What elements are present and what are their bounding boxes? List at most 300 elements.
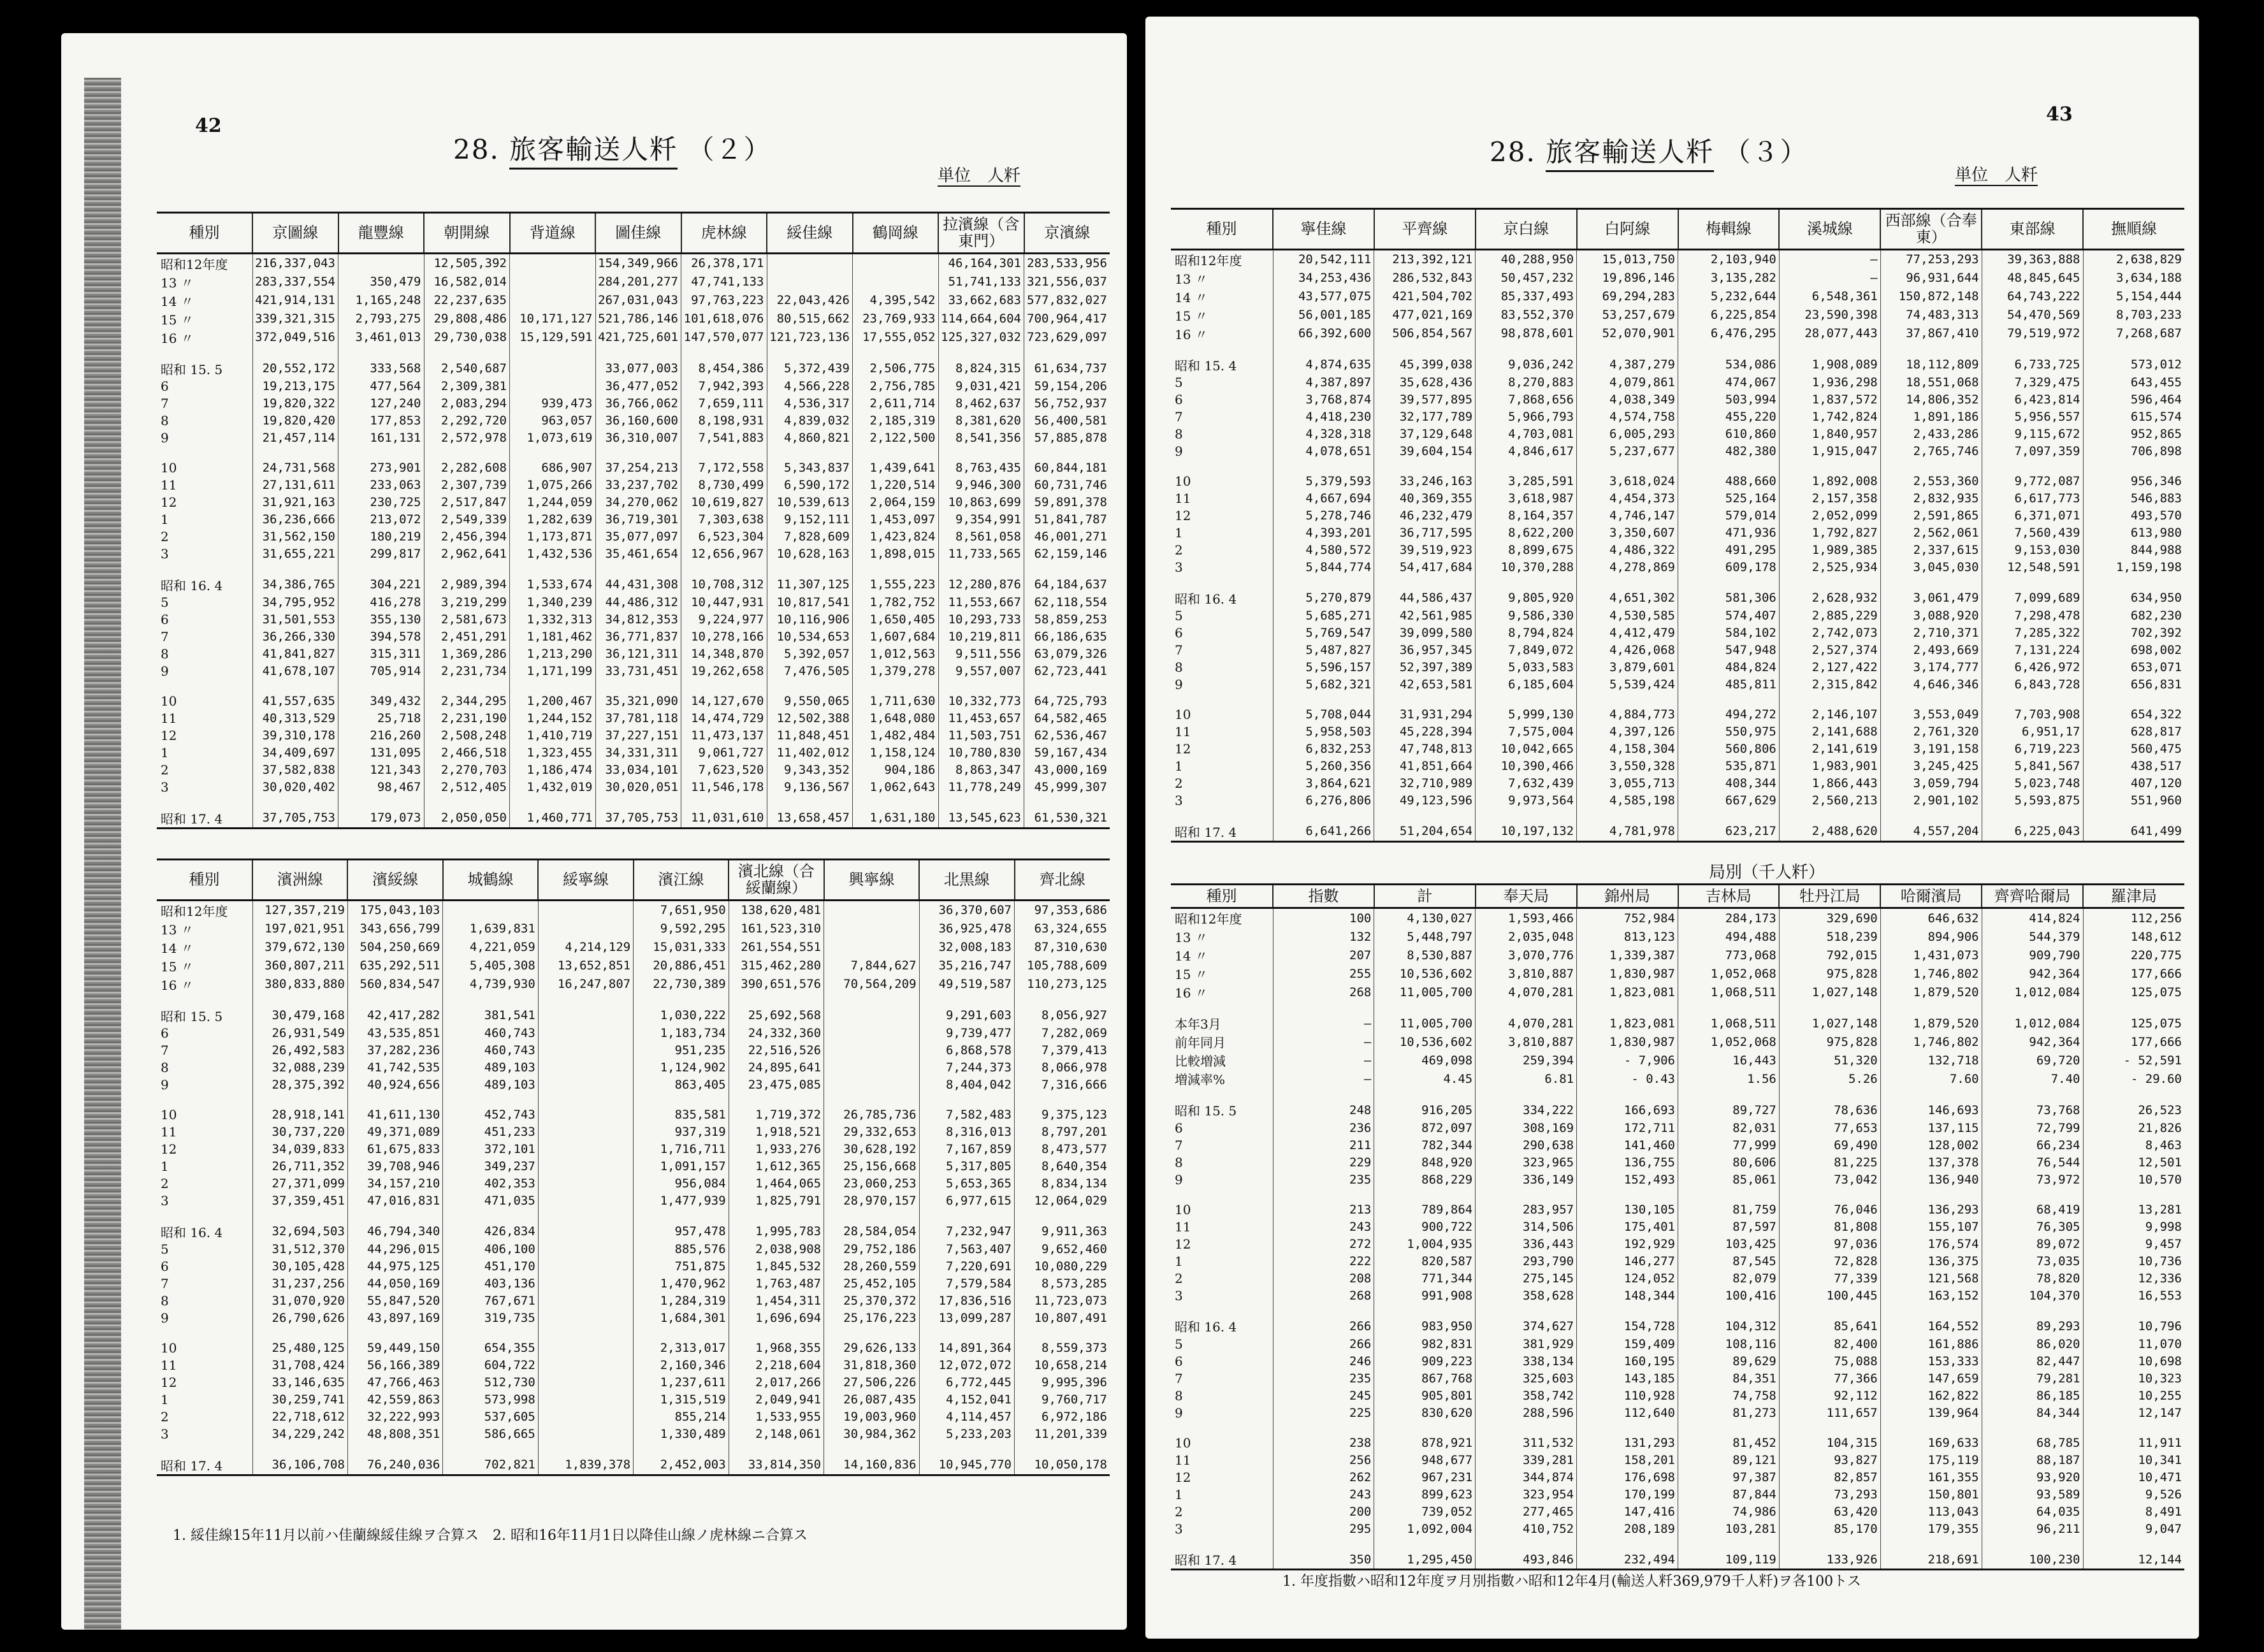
table-cell (938, 447, 1024, 460)
table-cell (919, 1327, 1014, 1340)
table-cell: 110,273,125 (1015, 975, 1110, 994)
table-cell: 150,872,148 (1880, 287, 1982, 306)
table-cell: 493,570 (2083, 507, 2184, 525)
table-row (157, 378, 1110, 395)
table-cell: 256 (1273, 1451, 1374, 1468)
table-cell (1374, 809, 1476, 822)
table-cell: 26,931,549 (252, 1025, 347, 1042)
table-cell: 11,201,339 (1015, 1426, 1110, 1443)
table-cell: 5,232,644 (1678, 287, 1780, 306)
table-cell: 26,790,626 (252, 1310, 347, 1327)
table-cell: 64,725,793 (1024, 693, 1110, 710)
table-cell (1374, 1001, 1476, 1014)
table-cell: 2,307,739 (424, 477, 510, 494)
table-cell: 13,652,851 (538, 957, 633, 975)
column-header: 背道線 (510, 213, 596, 254)
column-header: 錦州局 (1577, 885, 1678, 908)
table-cell: 84,344 (1982, 1404, 2083, 1421)
table-cell: 146,277 (1577, 1252, 1678, 1270)
table-row (1171, 460, 2184, 473)
table-cell: 2,452,003 (634, 1456, 729, 1475)
title-text: 旅客輸送人粁 (509, 134, 678, 170)
table-cell: 350,479 (338, 273, 424, 291)
table-cell: 723,629,097 (1024, 328, 1110, 347)
table-cell: 137,115 (1880, 1119, 1982, 1136)
table-cell (634, 1443, 729, 1456)
table-cell: 855,214 (634, 1409, 729, 1426)
table-cell: 11,503,751 (938, 727, 1024, 744)
table-cell: 904,186 (853, 762, 939, 779)
table-header-row (1171, 885, 2184, 908)
table-cell: 1,823,081 (1577, 983, 1678, 1001)
column-header: 齊齊哈爾局 (1982, 885, 2083, 908)
table-row (1171, 391, 2184, 409)
table-cell: 2,313,017 (634, 1340, 729, 1357)
row-label: 10 (161, 1107, 177, 1123)
table-cell: 11,848,451 (767, 727, 853, 744)
table-cell: 12,144 (2083, 1550, 2184, 1570)
table-cell: 379,672,130 (252, 938, 347, 957)
table-cell (1982, 460, 2083, 473)
table-cell: 1,220,514 (853, 477, 939, 494)
table-cell: 8,622,200 (1476, 525, 1577, 542)
table-cell: 47,748,813 (1374, 741, 1476, 758)
table-cell: 3,810,887 (1476, 964, 1577, 983)
row-label: 8 (1175, 660, 1183, 676)
table-cell (1982, 1304, 2083, 1317)
table-cell: 84,351 (1678, 1370, 1780, 1387)
table-cell: 243 (1273, 1218, 1374, 1235)
table-cell: 59,449,150 (347, 1340, 442, 1357)
table-cell (1779, 343, 1880, 356)
table-cell: 48,845,645 (1982, 269, 2083, 287)
table-cell: 1,898,015 (853, 546, 939, 563)
table-cell: 49,371,089 (347, 1124, 442, 1141)
table-cell: 2,451,291 (424, 628, 510, 646)
table-row (157, 663, 1110, 680)
table-cell: 1,052,068 (1678, 964, 1780, 983)
table-cell: 161,886 (1880, 1335, 1982, 1352)
row-label: 12 (161, 1141, 177, 1157)
table-cell: 10,332,773 (938, 693, 1024, 710)
table-cell: 6,185,604 (1476, 676, 1577, 693)
table-cell: 4,566,228 (767, 378, 853, 395)
table-cell: 6,590,172 (767, 477, 853, 494)
table-cell: 39,577,895 (1374, 391, 1476, 409)
table-cell: 42,561,985 (1374, 607, 1476, 625)
table-cell: 5,317,805 (919, 1158, 1014, 1175)
table-cell: 1.56 (1678, 1069, 1780, 1088)
table-cell: 172,711 (1577, 1119, 1678, 1136)
row-label: 9 (1175, 1171, 1183, 1187)
table-row (1171, 775, 2184, 792)
table-cell: 304,221 (338, 576, 424, 594)
table-cell: 267,031,043 (595, 291, 681, 310)
table-cell: 8,164,357 (1476, 507, 1577, 525)
table-cell: 49,519,587 (919, 975, 1014, 994)
table-cell: 34,331,311 (595, 744, 681, 762)
table-cell (938, 347, 1024, 359)
row-label: 16 〃 (161, 977, 194, 993)
table-cell: 26,492,583 (252, 1042, 347, 1059)
table-cell: 10,570 (2083, 1171, 2184, 1188)
table-cell: 218,691 (1880, 1550, 1982, 1570)
table-cell: 374,627 (1476, 1317, 1577, 1335)
column-header: 指數 (1273, 885, 1374, 908)
column-header: 拉濱線（含東門） (938, 213, 1024, 254)
column-header: 城鶴線 (443, 860, 538, 901)
table-cell: 9,224,977 (681, 611, 767, 628)
table-cell (1476, 693, 1577, 706)
table-cell: 455,220 (1678, 409, 1780, 426)
table-cell: 46,164,301 (938, 253, 1024, 273)
table-cell: 136,940 (1880, 1171, 1982, 1188)
table-row (157, 1340, 1110, 1357)
table-cell: 11,553,667 (938, 594, 1024, 611)
table-cell: 29,808,486 (424, 310, 510, 328)
table-cell: 143,185 (1577, 1370, 1678, 1387)
table-cell: 752,984 (1577, 908, 1678, 928)
table-cell: 37,781,118 (595, 710, 681, 727)
table-cell: 4,328,318 (1273, 426, 1374, 443)
table-cell: 36,771,837 (595, 628, 681, 646)
table-cell: 3,553,049 (1880, 706, 1982, 723)
table-cell: 62,723,441 (1024, 663, 1110, 680)
table-cell: 2,157,358 (1779, 490, 1880, 507)
table-cell: 4,846,617 (1476, 443, 1577, 460)
table-cell: 33,237,702 (595, 477, 681, 494)
table-cell: 5,260,356 (1273, 758, 1374, 775)
row-label: 2 (161, 762, 169, 778)
table-row (1171, 1468, 2184, 1486)
table-cell (1880, 1088, 1982, 1101)
table-cell: 8,561,058 (938, 528, 1024, 546)
table-cell (1374, 460, 1476, 473)
table-cell: 78,820 (1982, 1270, 2083, 1287)
table-cell (1678, 1537, 1780, 1550)
row-label: 11 (161, 1124, 177, 1140)
table-cell: 64,184,637 (1024, 576, 1110, 594)
table-row (157, 1293, 1110, 1310)
column-header: 牡丹江局 (1779, 885, 1880, 908)
table-cell: 2,337,615 (1880, 542, 1982, 559)
table-cell: 9,291,603 (919, 1006, 1014, 1025)
table-cell: 6,276,806 (1273, 792, 1374, 809)
table-cell: 2,765,746 (1880, 443, 1982, 460)
title-part: （３） (1723, 136, 1808, 168)
table-row (157, 511, 1110, 528)
table-cell: 9,592,295 (634, 920, 729, 938)
table-cell: 8,573,285 (1015, 1275, 1110, 1293)
row-label: 昭和 17. 4 (157, 1456, 252, 1475)
table-row (157, 1357, 1110, 1374)
table-cell: 560,475 (2083, 741, 2184, 758)
table-cell: — (1779, 269, 1880, 287)
table-cell: 15,129,591 (510, 328, 596, 347)
table-row (1171, 490, 2184, 507)
table-cell: 152,493 (1577, 1171, 1678, 1188)
table-cell (538, 1241, 633, 1258)
table-row (1171, 723, 2184, 741)
table-cell: 10,619,827 (681, 494, 767, 511)
column-header: 梅輯線 (1678, 209, 1780, 250)
table-cell: 4,426,068 (1577, 642, 1678, 659)
table-cell: 136,755 (1577, 1154, 1678, 1171)
table-cell: 550,975 (1678, 723, 1780, 741)
table-row (157, 727, 1110, 744)
table-cell: 2,148,061 (729, 1426, 824, 1443)
table-cell: 48,808,351 (347, 1426, 442, 1443)
table-cell: 47,766,463 (347, 1374, 442, 1391)
table-row (1171, 1069, 2184, 1088)
table-cell: 1,482,484 (853, 727, 939, 744)
table-cell: 40,369,355 (1374, 490, 1476, 507)
table-cell: 37,705,753 (252, 809, 338, 829)
table-cell: 525,164 (1678, 490, 1780, 507)
table-cell: 7,849,072 (1476, 642, 1577, 659)
row-label: 昭和12年度 (1175, 252, 1242, 268)
table-cell: 96,211 (1982, 1520, 2083, 1537)
table-cell: 1,746,802 (1880, 964, 1982, 983)
table-cell: 1,004,935 (1374, 1235, 1476, 1252)
table-cell: 31,070,920 (252, 1293, 347, 1310)
table-cell: 179,073 (338, 809, 424, 829)
row-label: 7 (1175, 1137, 1183, 1153)
table-cell: 610,860 (1678, 426, 1780, 443)
table-cell (681, 796, 767, 809)
table-cell: 1,830,987 (1577, 1032, 1678, 1051)
table-cell: 169,633 (1880, 1434, 1982, 1451)
row-label: 昭和 15. 5 (1175, 1103, 1237, 1119)
table-cell: 9,036,242 (1476, 356, 1577, 374)
table-row (157, 1374, 1110, 1391)
table-cell: 110,928 (1577, 1387, 1678, 1404)
table-cell: 2,218,604 (729, 1357, 824, 1374)
table-row (157, 546, 1110, 563)
table-cell: 127,357,219 (252, 900, 347, 920)
table-cell: 100,416 (1678, 1287, 1780, 1304)
table-cell (919, 994, 1014, 1006)
table-cell: 1,052,068 (1678, 1032, 1780, 1051)
table-cell: 1,068,511 (1678, 1014, 1780, 1032)
row-label (157, 347, 252, 359)
table-cell: 8,824,315 (938, 359, 1024, 378)
table-cell: 10,817,541 (767, 594, 853, 611)
table-cell: 344,874 (1476, 1468, 1577, 1486)
table-cell: 6,641,266 (1273, 822, 1374, 842)
table-cell: 36,766,062 (595, 395, 681, 412)
table-cell: 4,221,059 (443, 938, 538, 957)
table-cell: 45,999,307 (1024, 779, 1110, 796)
table-cell: 5,379,593 (1273, 473, 1374, 490)
table-cell: 426,834 (443, 1222, 538, 1241)
table-cell: 28,918,141 (252, 1106, 347, 1124)
table-cell (538, 900, 633, 920)
table-cell: 147,416 (1577, 1503, 1678, 1520)
table-cell: 232,494 (1577, 1550, 1678, 1570)
table-cell: 59,891,378 (1024, 494, 1110, 511)
table-cell (767, 273, 853, 291)
table-cell: 81,273 (1678, 1404, 1780, 1421)
table-cell: 63,420 (1779, 1503, 1880, 1520)
table-cell: 29,730,038 (424, 328, 510, 347)
table-cell: 41,678,107 (252, 663, 338, 680)
table-cell: 37,705,753 (595, 809, 681, 829)
row-label: 8 (1175, 426, 1183, 442)
table-cell: 56,752,937 (1024, 395, 1110, 412)
table-cell: 967,231 (1374, 1468, 1476, 1486)
table-cell (1982, 1001, 2083, 1014)
table-cell: 72,799 (1982, 1119, 2083, 1136)
table-cell: 336,149 (1476, 1171, 1577, 1188)
table-cell: 10,219,811 (938, 628, 1024, 646)
table-cell: 54,470,569 (1982, 306, 2083, 324)
table-cell: 4,152,041 (919, 1391, 1014, 1409)
table-cell (347, 1327, 442, 1340)
table-cell (681, 347, 767, 359)
table-cell: 10,736 (2083, 1252, 2184, 1270)
table-cell: 25,718 (338, 710, 424, 727)
title-text: 旅客輸送人粁 (1546, 136, 1714, 172)
table-cell: 1,763,487 (729, 1275, 824, 1293)
table-cell: 82,447 (1982, 1352, 2083, 1370)
table-cell: 177,666 (2083, 964, 2184, 983)
table-cell: 2,756,785 (853, 378, 939, 395)
table-cell: 25,176,223 (824, 1310, 919, 1327)
row-label: 8 (161, 413, 169, 429)
row-label: 2 (161, 1176, 169, 1192)
table-cell (1577, 1537, 1678, 1550)
table-row (1171, 249, 2184, 269)
table-cell: 97,036 (1779, 1235, 1880, 1252)
table-cell: 46,794,340 (347, 1222, 442, 1241)
table-cell: 1,464,065 (729, 1175, 824, 1192)
table-cell: - 52,591 (2083, 1051, 2184, 1069)
table-cell: 2,493,669 (1880, 642, 1982, 659)
table-cell: 13,281 (2083, 1201, 2184, 1218)
table-cell: 4,078,651 (1273, 443, 1374, 460)
table-cell: 262 (1273, 1468, 1374, 1486)
table-cell: 213 (1273, 1201, 1374, 1218)
table-cell: 51,204,654 (1374, 822, 1476, 842)
table-cell: 702,392 (2083, 625, 2184, 642)
table-cell: 14,348,870 (681, 646, 767, 663)
table-row (1171, 758, 2184, 775)
table-cell: 2,146,107 (1779, 706, 1880, 723)
table-cell: 101,618,076 (681, 310, 767, 328)
table-cell: 3,618,987 (1476, 490, 1577, 507)
table-row (1171, 1370, 2184, 1387)
table-cell: 5,653,365 (919, 1175, 1014, 1192)
table-cell: 573,998 (443, 1391, 538, 1409)
table-cell: 7,868,656 (1476, 391, 1577, 409)
table-cell (1779, 576, 1880, 589)
table-cell: 208,189 (1577, 1520, 1678, 1537)
table-cell: 19,213,175 (252, 378, 338, 395)
table-cell: 1,431,073 (1880, 946, 1982, 964)
table-cell: 10,708,312 (681, 576, 767, 594)
table-cell (938, 563, 1024, 576)
row-label: 11 (1175, 724, 1191, 740)
table-cell: 8,559,373 (1015, 1340, 1110, 1357)
table-cell: 653,071 (2083, 659, 2184, 676)
table-cell (1577, 343, 1678, 356)
table-cell: 81,452 (1678, 1434, 1780, 1451)
table-cell: 11,546,178 (681, 779, 767, 796)
table-cell: 32,710,989 (1374, 775, 1476, 792)
column-header: 計 (1374, 885, 1476, 908)
table-cell: 581,306 (1678, 589, 1780, 607)
table-row (1171, 409, 2184, 426)
table-cell (634, 1327, 729, 1340)
table-cell: 30,628,192 (824, 1141, 919, 1158)
table-row (157, 1141, 1110, 1158)
table-cell (1476, 1088, 1577, 1101)
table-cell: 4,395,542 (853, 291, 939, 310)
table-cell: 31,921,163 (252, 494, 338, 511)
table-cell: — (1273, 1014, 1374, 1032)
column-header: 濱洲線 (252, 860, 347, 901)
table-cell: 44,586,437 (1374, 589, 1476, 607)
table-cell: 51,320 (1779, 1051, 1880, 1069)
table-cell: 8,640,354 (1015, 1158, 1110, 1175)
table-cell: 6,523,304 (681, 528, 767, 546)
table-cell: 6,832,253 (1273, 741, 1374, 758)
table-cell (1273, 1188, 1374, 1201)
table-cell: 477,564 (338, 378, 424, 395)
table-cell: 51,841,787 (1024, 511, 1110, 528)
table-cell: 1,213,290 (510, 646, 596, 663)
table-cell: 45,228,394 (1374, 723, 1476, 741)
table-cell: 18,112,809 (1880, 356, 1982, 374)
column-header: 綏佳線 (767, 213, 853, 254)
table-cell (729, 1327, 824, 1340)
row-label: 14 〃 (161, 293, 194, 309)
table-cell: 489,103 (443, 1059, 538, 1076)
table-cell: 34,386,765 (252, 576, 338, 594)
table-cell: 35,321,090 (595, 693, 681, 710)
table-cell: 8,463 (2083, 1136, 2184, 1154)
row-label (157, 563, 252, 576)
row-label: 10 (1175, 1201, 1191, 1217)
table-cell: 534,086 (1678, 356, 1780, 374)
table-cell: 654,322 (2083, 706, 2184, 723)
table-cell: 89,629 (1678, 1352, 1780, 1370)
table-cell: 372,101 (443, 1141, 538, 1158)
row-label: 1 (161, 1159, 169, 1175)
table-cell: 290,638 (1476, 1136, 1577, 1154)
table-cell: 10,863,699 (938, 494, 1024, 511)
table-cell (1273, 576, 1374, 589)
table-cell: 121,723,136 (767, 328, 853, 347)
table-cell: 235 (1273, 1370, 1374, 1387)
table-row (1171, 908, 2184, 928)
title-number: 28. (1490, 136, 1536, 168)
table-cell (681, 563, 767, 576)
table-cell (347, 994, 442, 1006)
left-page (61, 33, 1127, 1630)
table-cell: 830,620 (1374, 1404, 1476, 1421)
table-cell: 42,653,581 (1374, 676, 1476, 693)
table-cell: 236 (1273, 1119, 1374, 1136)
table-cell: 916,205 (1374, 1101, 1476, 1119)
table-cell: 77,653 (1779, 1119, 1880, 1136)
table-cell: 2,231,190 (424, 710, 510, 727)
row-label: 11 (161, 711, 177, 727)
table-cell (2083, 693, 2184, 706)
row-label: 6 (161, 612, 169, 628)
table-cell: 76,305 (1982, 1218, 2083, 1235)
